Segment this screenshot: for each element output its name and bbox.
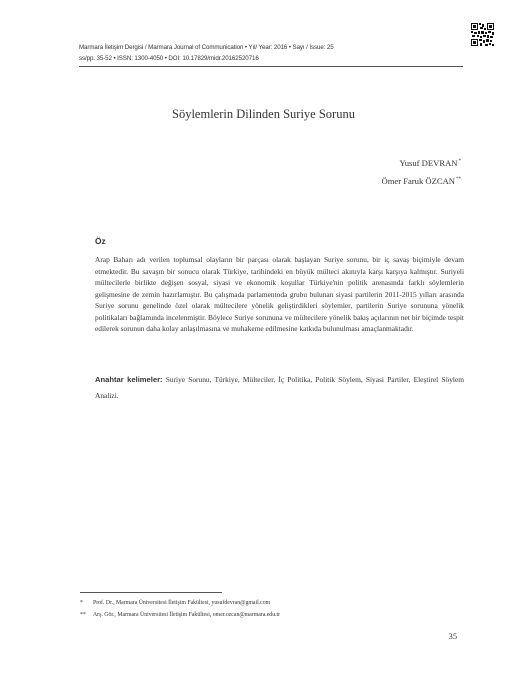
journal-header bbox=[79, 42, 479, 64]
author-1 bbox=[399, 158, 461, 168]
journal-header-line-1: Marmara İletişim Dergisi / Marmara Journal of Communication • Yıl/ Year: 2016 • Sayı / Issue: 25 bbox=[79, 44, 334, 51]
keywords-text: Suriye Sorunu, Türkiye, Mülteciler, İç Politika, Politik Söylem, Siyasi Partiler, Eleştirel Söylem Analizi. bbox=[95, 375, 464, 400]
keywords-label: Anahtar kelimeler: bbox=[95, 375, 163, 384]
footnote-2-text: Arş. Gör., Marmara Üniversitesi İletişim Fakültesi, omer.ozcan@marmara.edu.tr bbox=[93, 612, 281, 618]
footnote-2-mark: ** bbox=[80, 612, 86, 618]
footnote-1-mark: * bbox=[80, 600, 83, 606]
footnote-1 bbox=[80, 600, 270, 606]
qr-code-icon bbox=[471, 23, 494, 46]
abstract-text: Arap Baharı adı verilen toplumsal olayların bir parçası olarak başlayan Suriye sorunu, bir iç savaş biçimiyle devam etmektedir. Bu savaşın bir sonucu olarak Türkiye, tarihindeki en büyük mülteci akınıyla karşı karşıya kalmıştır. Suriyeli mültecilerle birlikte değişen sosyal, siyasi ve ekonomik koşullar Türkiye'nin politik arenasında farklı söylemlerin gelişmesine de zemin hazırlamıştır. Bu çalışmada parlamentoda grubu bulunan siyasi partilerin 2011-2015 yılları arasında Suriye sorunu genelinde özel olarak mültecilere yönelik geliştirdikleri söylemler, partilerin Suriye sorununa yönelik politikaları bağlamında incelenmiştir. Böylece Suriye sorununa ve mültecilere yönelik bakış açılarının net bir biçimde tespit edilerek sorunun daha kolay anlaşılmasına ve muhakeme edilmesine katkıda bulunulması amaçlanmaktadır. bbox=[95, 255, 464, 333]
footnote-2 bbox=[80, 612, 280, 618]
article-title: Söylemlerin Dilinden Suriye Sorunu bbox=[172, 107, 355, 121]
author-2 bbox=[381, 176, 461, 186]
author-2-mark: ** bbox=[456, 177, 461, 182]
footnote-rule bbox=[80, 592, 222, 593]
author-1-mark: * bbox=[458, 159, 461, 164]
journal-header-line-2: ss/pp. 35-52 • ISSN: 1300-4050 • DOI: 10.17829/midr.20162520716 bbox=[79, 55, 259, 62]
header-rule bbox=[79, 66, 463, 67]
author-2-name: Ömer Faruk ÖZCAN bbox=[381, 176, 455, 186]
abstract-heading: Öz bbox=[95, 236, 106, 246]
keywords bbox=[95, 372, 464, 404]
author-1-name: Yusuf DEVRAN bbox=[399, 158, 458, 168]
footnote-1-text: Prof. Dr., Marmara Üniversitesi İletişim Fakültesi, yusufdevran@gmail.com bbox=[93, 600, 271, 606]
page-number: 35 bbox=[448, 632, 457, 641]
